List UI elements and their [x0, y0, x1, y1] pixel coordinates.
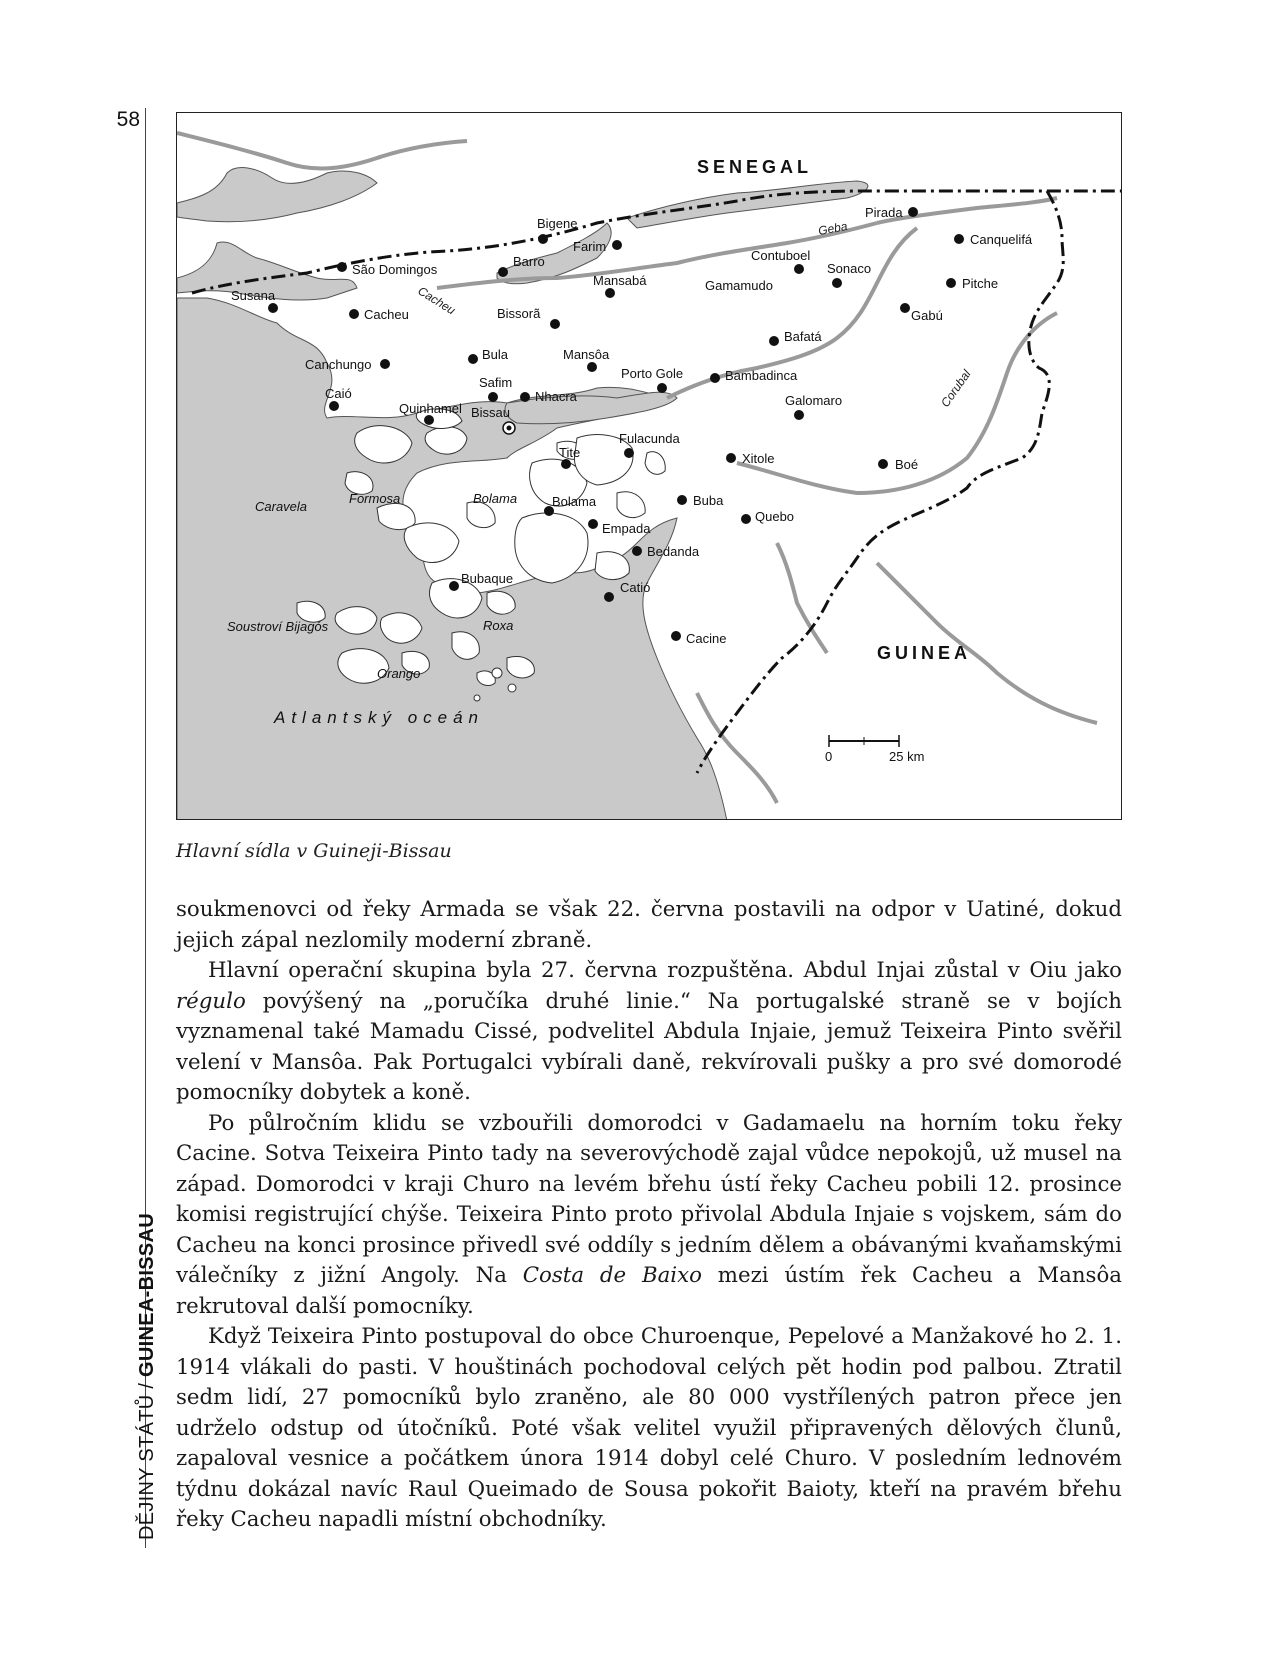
paragraph-1: soukmenovci od řeky Armada se však 22. června postavili na odpor v Uatiné, dokud jejich zápal nezlomily moderní zbraně. — [176, 897, 1122, 953]
label-bijagos: Soustroví Bijagós — [227, 619, 329, 634]
label-bissora: Bissorã — [497, 306, 541, 321]
page-number: 58 — [116, 108, 140, 131]
body-text — [176, 895, 1122, 1536]
paragraph-3-italic: Costa de Baixo — [522, 1263, 702, 1288]
label-bambadinca: Bambadinca — [725, 368, 798, 383]
running-head-country: GUINEA-BISSAU — [136, 1213, 158, 1377]
running-head — [136, 1213, 159, 1540]
capital-marker — [503, 422, 515, 434]
map-figure — [176, 112, 1122, 820]
label-safim: Safim — [479, 375, 513, 390]
label-sao-domingos: São Domingos — [352, 262, 438, 277]
label-river-geba: Geba — [817, 219, 849, 238]
label-ocean: Atlantský oceán — [274, 708, 485, 727]
paragraph-3 — [176, 1109, 1122, 1323]
label-caravela: Caravela — [255, 499, 308, 514]
label-cacheu: Cacheu — [364, 307, 409, 322]
label-guinea: GUINEA — [877, 643, 972, 663]
label-bedanda: Bedanda — [647, 544, 700, 559]
label-empada: Empada — [602, 521, 651, 536]
running-head-series: DĚJINY STÁTŮ / — [136, 1376, 158, 1540]
label-boe: Boé — [895, 457, 919, 472]
paragraph-4: Když Teixeira Pinto postupoval do obce Churoenque, Pepelové a Manžakové ho 2. 1. 1914 vlákali do pasti. V houštinách pochodoval celých pět hodin pod palbou. Ztratil sedm lidí, 27 pomocníků bylo zraněno, ale 80 000 vystřílených patron přece jen udrželo odstup od útočníků. Poté však velitel využil připravených dělových člunů, zapaloval vesnice a počátkem února 1914 dobyl celé Churo. V posledním lednovém týdnu dokázal navíc Raul Queimado de Sousa pokořit Baioty, kteří na pravém břehu řeky Cacheu napadli místní obchodníky. — [176, 1324, 1122, 1532]
label-canchungo: Canchungo — [305, 357, 372, 372]
label-porto-gole: Porto Gole — [621, 366, 684, 381]
label-orango: Orango — [377, 666, 421, 681]
scale-end-label: 25 km — [889, 749, 925, 764]
paragraph-2 — [176, 956, 1122, 1109]
label-senegal: SENEGAL — [697, 157, 813, 177]
label-mansoa: Mansôa — [563, 347, 610, 362]
label-pitche: Pitche — [962, 276, 999, 291]
label-susana: Susana — [231, 288, 276, 303]
label-river-corubal: Corubal — [937, 367, 974, 410]
label-sonaco: Sonaco — [827, 261, 872, 276]
label-mansaba: Mansabá — [593, 273, 647, 288]
label-bolama-island: Bolama — [473, 491, 518, 506]
label-nhacra: Nhacra — [535, 389, 577, 404]
label-bubaque: Bubaque — [461, 571, 514, 586]
label-formosa: Formosa — [349, 491, 401, 506]
paragraph-3-part-1: Po půlročním klidu se vzbouřili domorodci v Gadamaelu na horním toku řeky Cacine. Sotva Teixeira Pinto tady na severovýchodě zajal vůdce nepokojů, už musel na západ. Domorodci v kraji Churo na levém břehu ústí řeky Cacheu pobili 12. prosince komisi registrující chýše. Teixeira Pinto proto přivolal Abdula Injaie s vojskem, sám do Cacheu na konci prosince přivedl své oddíly s jedním dělem a obávanými kvaňamskými válečníky z jižní Angoly. Na — [176, 1110, 1122, 1288]
label-quinhamel: Quinhamel — [399, 401, 462, 416]
label-xitole: Xitole — [742, 451, 775, 466]
label-caio: Caió — [325, 386, 352, 401]
scale-bar — [825, 735, 924, 764]
label-bissau: Bissau — [471, 405, 511, 420]
paragraph-2-italic: régulo — [176, 988, 246, 1014]
paragraph-2-part-2: povýšený na „poručíka druhé linie.“ Na portugalské straně se v bojích vyznamenal také Mamadu Cissé, podvelitel Abdula Injaie, jemuž Teixeira Pinto svěřil velení v Mansôa. Pak Portugalci vybírali daně, rekvírovali pušky a pro své domorodé pomocníky dobytek a koně. — [176, 988, 1122, 1105]
figure-caption: Hlavní sídla v Guineji-Bissau — [176, 840, 452, 862]
label-quebo: Quebo — [755, 509, 795, 524]
label-tite: Tite — [559, 445, 581, 460]
paragraph-3-part-2: mezi ústím řek Cacheu a Mansôa rekrutoval další pomocníky. — [176, 1263, 1122, 1319]
label-catio: Catió — [620, 580, 651, 595]
estuary-bissau — [505, 392, 677, 424]
label-galomaro: Galomaro — [785, 393, 843, 408]
label-barro: Barro — [513, 254, 545, 269]
label-roxa: Roxa — [483, 618, 514, 633]
scale-start-label: 0 — [825, 749, 833, 764]
label-cacine: Cacine — [686, 631, 727, 646]
label-contuboel: Contuboel — [751, 248, 811, 263]
label-gamamudo: Gamamudo — [705, 278, 773, 293]
map-svg — [177, 113, 1122, 820]
paragraph-2-part-1: Hlavní operační skupina byla 27. června rozpuštěna. Abdul Injai zůstal v Oiu jako — [208, 958, 1122, 983]
label-river-cacheu: Cacheu — [415, 283, 458, 318]
label-canquelifa: Canquelifá — [970, 232, 1033, 247]
label-bolama-town: Bolama — [552, 494, 597, 509]
label-bafata: Bafatá — [784, 329, 822, 344]
label-gabu: Gabú — [911, 308, 943, 323]
label-pirada: Pirada — [865, 205, 903, 220]
label-bula: Bula — [482, 347, 509, 362]
label-bigene: Bigene — [537, 216, 578, 231]
label-buba: Buba — [693, 493, 724, 508]
estuary-north — [177, 168, 377, 222]
label-fulacunda: Fulacunda — [619, 431, 680, 446]
label-farim: Farim — [573, 239, 607, 254]
